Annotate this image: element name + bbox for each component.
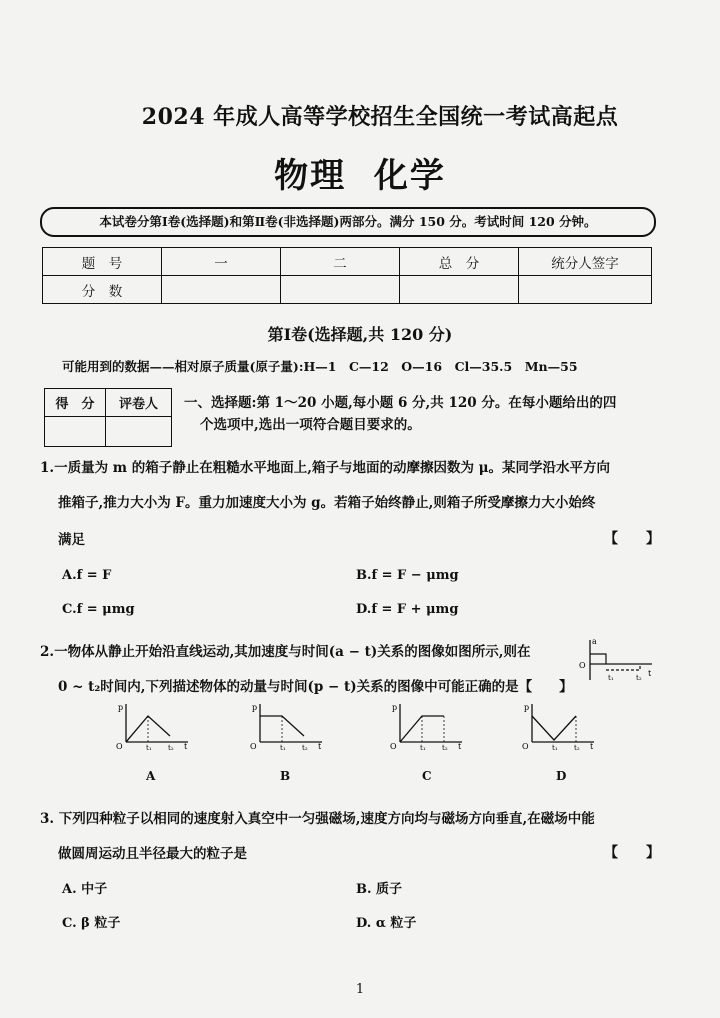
graph-c-origin: O xyxy=(390,742,397,750)
question-1-option-d[interactable]: D.f = F + μmg xyxy=(356,602,459,617)
graph-c-axis-t: t xyxy=(458,742,462,750)
graph-d-axis-p: p xyxy=(524,703,530,712)
score-cell-part2[interactable] xyxy=(281,276,400,304)
score-header-question: 题 号 xyxy=(43,248,162,276)
question-2-choice-c[interactable]: C xyxy=(422,769,432,783)
question-3-line-2: 做圆周运动且半径最大的粒子是 xyxy=(58,846,247,862)
score-header-part1: 一 xyxy=(162,248,281,276)
question-1-option-b[interactable]: B.f = F − μmg xyxy=(356,568,459,583)
question-3-option-a[interactable]: A. 中子 xyxy=(62,882,108,897)
score-header-part2: 二 xyxy=(281,248,400,276)
graph-c-t1: t₁ xyxy=(420,744,426,750)
grader-header-reviewer: 评卷人 xyxy=(106,389,172,417)
graph-d-origin: O xyxy=(522,742,529,750)
question-1-line-3: 满足 xyxy=(58,532,85,548)
score-header-signature: 统分人签字 xyxy=(519,248,652,276)
page-number: 1 xyxy=(355,982,365,997)
graph-b-origin: O xyxy=(250,742,257,750)
graph-a-t1: t₁ xyxy=(146,744,152,750)
at-tick-t1: t₁ xyxy=(608,674,614,682)
question-3-option-b[interactable]: B. 质子 xyxy=(356,882,403,897)
score-header-total: 总 分 xyxy=(400,248,519,276)
question-2-graph-b[interactable] xyxy=(246,700,326,750)
question-2-graph-a[interactable] xyxy=(112,700,192,750)
at-axis-t: t xyxy=(648,669,652,678)
section-title: 第Ⅰ卷(选择题,共 120 分) xyxy=(267,325,453,344)
question-1-answer-bracket[interactable]: 【 】 xyxy=(604,531,660,547)
graph-d-t1: t₁ xyxy=(552,744,558,750)
score-cell-signature[interactable] xyxy=(519,276,652,304)
graph-d-t2: t₂ xyxy=(574,744,580,750)
atomic-mass-data: 可能用到的数据——相对原子质量(原子量):H—1 C—12 O—16 Cl—35.5 Mn—55 xyxy=(62,359,578,374)
score-cell-total[interactable] xyxy=(400,276,519,304)
question-3-option-d[interactable]: D. α 粒子 xyxy=(356,916,417,931)
question-3-line-1: 3. 下列四种粒子以相同的速度射入真空中一匀强磁场,速度方向均与磁场方向垂直,在磁场中能 xyxy=(40,811,595,827)
grader-cell-reviewer[interactable] xyxy=(106,417,172,447)
question-3-answer-bracket[interactable]: 【 】 xyxy=(604,845,660,861)
question-2-choice-b[interactable]: B xyxy=(280,769,291,783)
question-1-line-1: 1.一质量为 m 的箱子静止在粗糙水平地面上,箱子与地面的动摩擦因数为 μ。某同学沿水平方向 xyxy=(40,460,611,476)
graph-b-t2: t₂ xyxy=(302,744,308,750)
question-2-line-1: 2.一物体从静止开始沿直线运动,其加速度与时间(a − t)关系的图像如图所示,则在 xyxy=(40,644,531,660)
question-2-choice-d[interactable]: D xyxy=(556,769,567,783)
question-1-option-c[interactable]: C.f = μmg xyxy=(62,602,135,617)
at-tick-t2: t₂ xyxy=(636,674,642,682)
grader-table xyxy=(44,388,172,447)
graph-c-t2: t₂ xyxy=(442,744,448,750)
question-2-line-2: 0 ~ t₂时间内,下列描述物体的动量与时间(p − t)关系的图像中可能正确的是【 】 xyxy=(58,679,573,695)
question-2-graph-d[interactable] xyxy=(518,700,598,750)
score-cell-part1[interactable] xyxy=(162,276,281,304)
instruction-line-1: 一、选择题:第 1～20 小题,每小题 6 分,共 120 分。在每小题给出的四 xyxy=(184,395,617,411)
instruction-line-2: 个选项中,选出一项符合题目要求的。 xyxy=(200,417,421,433)
graph-d-axis-t: t xyxy=(590,742,594,750)
graph-a-t2: t₂ xyxy=(168,744,174,750)
graph-a-origin: O xyxy=(116,742,123,750)
score-row-label: 分 数 xyxy=(43,276,162,304)
graph-b-axis-t: t xyxy=(318,742,322,750)
exam-notice: 本试卷分第Ⅰ卷(选择题)和第Ⅱ卷(非选择题)两部分。满分 150 分。考试时间 120 分钟。 xyxy=(40,207,656,237)
subject-title: 物理 化学 xyxy=(274,156,446,196)
graph-a-axis-t: t xyxy=(184,742,188,750)
section-instruction xyxy=(184,392,664,436)
graph-b-t1: t₁ xyxy=(280,744,286,750)
graph-b-axis-p: p xyxy=(252,703,258,712)
question-3-option-c[interactable]: C. β 粒子 xyxy=(62,916,121,931)
graph-a-axis-p: p xyxy=(118,703,124,712)
graph-c-axis-p: p xyxy=(392,703,398,712)
grader-cell-score[interactable] xyxy=(45,417,106,447)
question-2-choice-a[interactable]: A xyxy=(146,769,156,783)
at-axis-a: a xyxy=(592,637,597,646)
score-table xyxy=(42,247,652,304)
question-2-a-t-graph xyxy=(576,636,656,686)
grader-header-score: 得 分 xyxy=(45,389,106,417)
at-origin: O xyxy=(579,661,586,670)
question-1-option-a[interactable]: A.f = F xyxy=(62,568,112,583)
exam-title: 2024 年成人高等学校招生全国统一考试高起点 xyxy=(141,104,619,130)
question-2-graph-c[interactable] xyxy=(386,700,466,750)
question-1-line-2: 推箱子,推力大小为 F。重力加速度大小为 g。若箱子始终静止,则箱子所受摩擦力大小始终 xyxy=(58,495,596,511)
